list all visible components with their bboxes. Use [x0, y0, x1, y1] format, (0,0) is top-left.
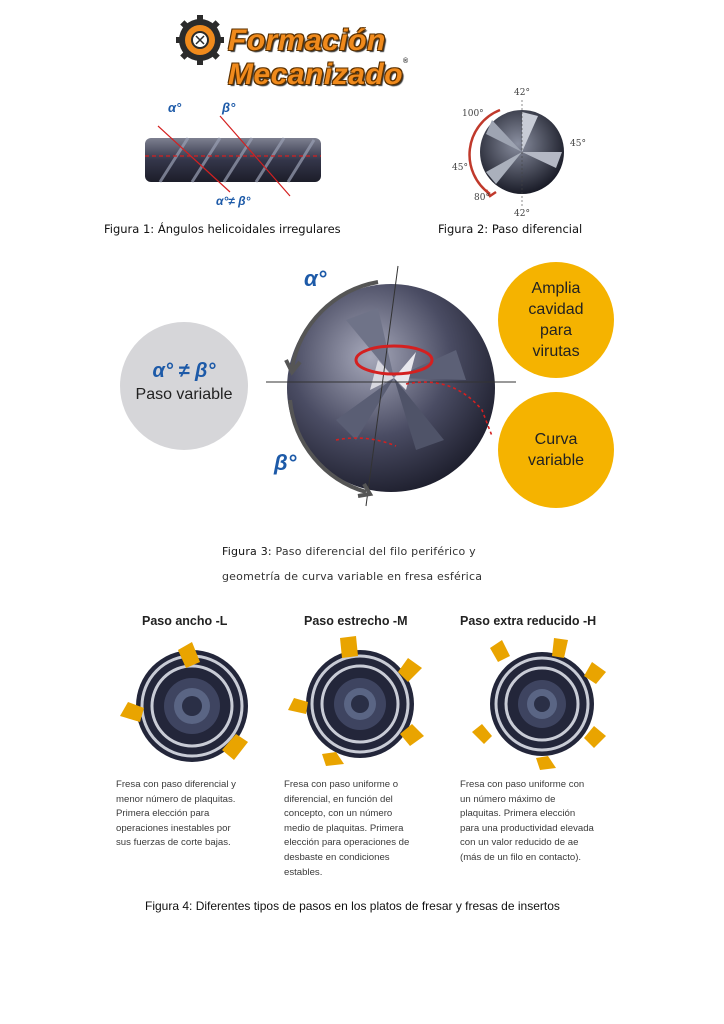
- desc-m-line: Fresa con paso uniforme o: [284, 779, 399, 790]
- tool-description-h: [460, 778, 594, 866]
- figure-4-caption: Figura 4: Diferentes tipos de pasos en los platos de fresar y fresas de insertos: [145, 899, 560, 913]
- chip-cavity-line-2: cavidad: [528, 301, 584, 318]
- desc-m-line: estables.: [284, 866, 323, 878]
- desc-h-line: con un valor reducido de ae: [460, 837, 579, 849]
- chip-cavity-line-1: Amplia: [531, 280, 581, 297]
- desc-l-line: Primera elección para: [116, 808, 210, 820]
- tool-title-l: Paso ancho -L: [142, 614, 228, 628]
- desc-l-line: Fresa con paso diferencial y: [116, 779, 236, 790]
- angle-top: 42°: [514, 88, 530, 98]
- ball-endmill-image: [266, 260, 516, 510]
- desc-h-line: para una productividad elevada: [460, 822, 594, 834]
- desc-m-line: medio de plaquitas. Primera: [284, 822, 404, 834]
- angle-bottom: 42°: [514, 209, 530, 219]
- figure-2-caption: Figura 2: Paso diferencial: [438, 222, 583, 236]
- alpha-symbol: α°: [304, 266, 327, 291]
- chip-cavity-line-3: para: [539, 322, 573, 339]
- alpha-label: α°: [168, 100, 182, 115]
- tool-title-m: Paso estrecho -M: [304, 614, 408, 628]
- beta-symbol: β°: [274, 450, 297, 475]
- variable-curve-line-2: variable: [527, 452, 585, 469]
- desc-m-line: desbaste en condiciones: [284, 851, 390, 863]
- tool-description-m: [284, 778, 409, 880]
- tool-title-h: Paso extra reducido -H: [460, 614, 597, 628]
- figure-1: [130, 96, 330, 216]
- chip-cavity-circle: [498, 262, 614, 378]
- angle-right: 45°: [570, 139, 586, 149]
- figure-2: [450, 86, 600, 220]
- inequality-label: α°≠ β°: [216, 194, 251, 208]
- angle-labels: [450, 86, 600, 220]
- cutter-extra-close-pitch-image: [468, 632, 616, 770]
- desc-m-line: concepto, con un número: [284, 808, 393, 820]
- variable-curve-circle: [498, 392, 614, 508]
- desc-h-line: Fresa con paso uniforme con: [460, 779, 585, 790]
- figure-3-caption-line-2: geometría de curva variable en fresa esférica: [222, 570, 483, 583]
- angle-top-left: 100°: [462, 109, 484, 119]
- paso-variable-label: Paso variable: [135, 386, 233, 403]
- cutter-wide-pitch-image: [116, 638, 264, 768]
- brand-logo: [176, 14, 548, 91]
- figure-1-caption: Figura 1: Ángulos helicoidales irregulares: [104, 222, 341, 236]
- gear-logo-icon: [176, 14, 224, 66]
- desc-h-line: un número máximo de: [460, 793, 556, 805]
- chip-cavity-line-4: virutas: [532, 343, 580, 360]
- desc-m-line: elección para operaciones de: [284, 837, 410, 849]
- angle-bottom-left: 80°: [474, 193, 490, 203]
- figure-3: [118, 250, 618, 520]
- desc-l-line: menor número de plaquitas.: [116, 793, 236, 805]
- desc-l-line: operaciones inestables por: [116, 822, 231, 834]
- desc-h-line: plaquitas. Primera elección: [460, 808, 576, 820]
- paso-variable-formula: α° ≠ β°: [152, 360, 216, 382]
- figure-4: [112, 606, 628, 892]
- desc-h-line: (más de un filo en contacto).: [460, 851, 582, 863]
- variable-curve-line-1: Curva: [534, 431, 578, 448]
- brand-name: Formación Mecanizado®: [228, 24, 409, 91]
- beta-label: β°: [222, 100, 236, 115]
- angle-left: 45°: [452, 163, 468, 173]
- figure-3-caption-line-1: [222, 545, 476, 558]
- tool-description-l: [116, 778, 236, 851]
- desc-l-line: sus fuerzas de corte bajas.: [116, 837, 231, 849]
- cutter-close-pitch-image: [284, 632, 434, 768]
- desc-m-line: diferencial, en función del: [284, 793, 393, 805]
- figure-3-caption-lead: Figura 3:: [222, 545, 272, 558]
- figure-3-caption-text: Paso diferencial del filo periférico y: [271, 545, 476, 558]
